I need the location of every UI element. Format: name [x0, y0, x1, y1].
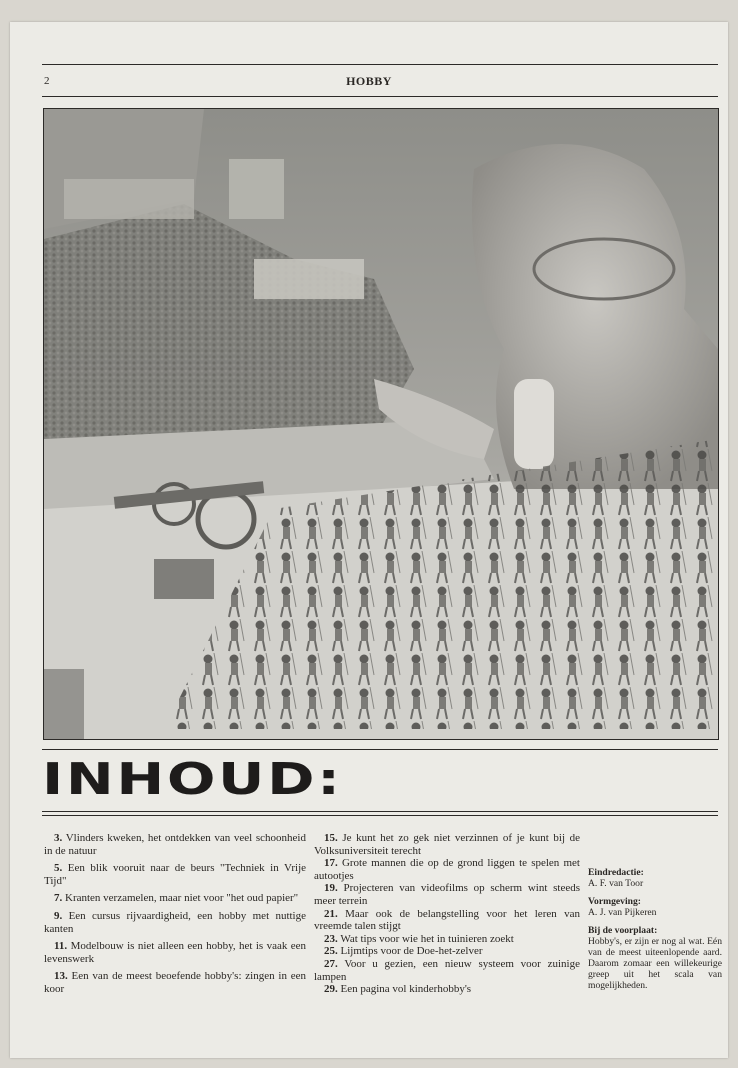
editor-label: Eindredactie:	[588, 867, 644, 878]
toc-entry: 19. Projecteren van videofilms op scherm wint steeds meer terrein	[314, 882, 580, 907]
design-name: A. J. van Pijkeren	[588, 907, 657, 918]
contents-top-rule	[42, 749, 718, 750]
toc-entry: 25. Lijmtips voor de Doe-het-zelver	[324, 945, 483, 958]
design-label: Vormgeving:	[588, 896, 641, 907]
contents-rule	[42, 811, 718, 812]
contents-rule-thin	[42, 815, 718, 816]
cover-credit	[588, 925, 722, 991]
editor-name: A. F. van Toor	[588, 878, 644, 889]
cover-photo	[43, 108, 719, 740]
toc-entry: 5. Een blik vooruit naar de beurs "Techniek in Vrije Tijd"	[44, 862, 307, 887]
page-number: 2	[44, 75, 50, 87]
toc-entry: 27. Voor u gezien, een nieuw systeem voor zuinige lampen	[314, 957, 580, 983]
contents-heading: INHOUD:	[42, 754, 343, 805]
toc-entry: 15. Je kunt het zo gek niet verzinnen of je kunt bij de Volksuniversiteit terecht	[314, 832, 580, 857]
credits-column	[588, 867, 722, 998]
toc-entry: 9. Een cursus rijvaardigheid, een hobby met nuttige kanten	[44, 909, 306, 935]
editor-credit	[588, 867, 722, 889]
toc-entry: 23. Wat tips voor wie het in tuinieren zoekt	[324, 932, 514, 945]
cover-text: Hobby's, er zijn er nog al wat. Eén van de meest uiteenlopende aard. Daarom zomaar een willekeurige greep uit het scala van mogelijkheden.	[588, 936, 722, 991]
toc-entry: 13. Een van de meest beoefende hobby's: zingen in een koor	[44, 970, 307, 995]
toc-column-right	[314, 832, 580, 996]
cover-label: Bij de voorplaat:	[588, 925, 658, 936]
design-credit	[588, 896, 722, 918]
header-rule	[42, 96, 718, 97]
toy-soldiers-photo	[44, 109, 718, 739]
toc-entry: 21. Maar ook de belangstelling voor het leren van vreemde talen stijgt	[314, 907, 580, 933]
magazine-page	[10, 22, 728, 1058]
toc-entry: 3. Vlinders kweken, het ontdekken van veel schoonheid in de natuur	[44, 832, 306, 857]
toc-column-left	[44, 832, 306, 1001]
toc-entry: 7. Kranten verzamelen, maar niet voor "het oud papier"	[54, 892, 299, 905]
section-title: HOBBY	[346, 74, 392, 88]
top-rule	[42, 64, 718, 65]
toc-entry: 11. Modelbouw is niet alleen een hobby, het is vaak een levenswerk	[44, 940, 307, 965]
toc-entry: 17. Grote mannen die op de grond liggen te spelen met autootjes	[314, 857, 580, 882]
toc-entry: 29. Een pagina vol kinderhobby's	[324, 983, 472, 996]
